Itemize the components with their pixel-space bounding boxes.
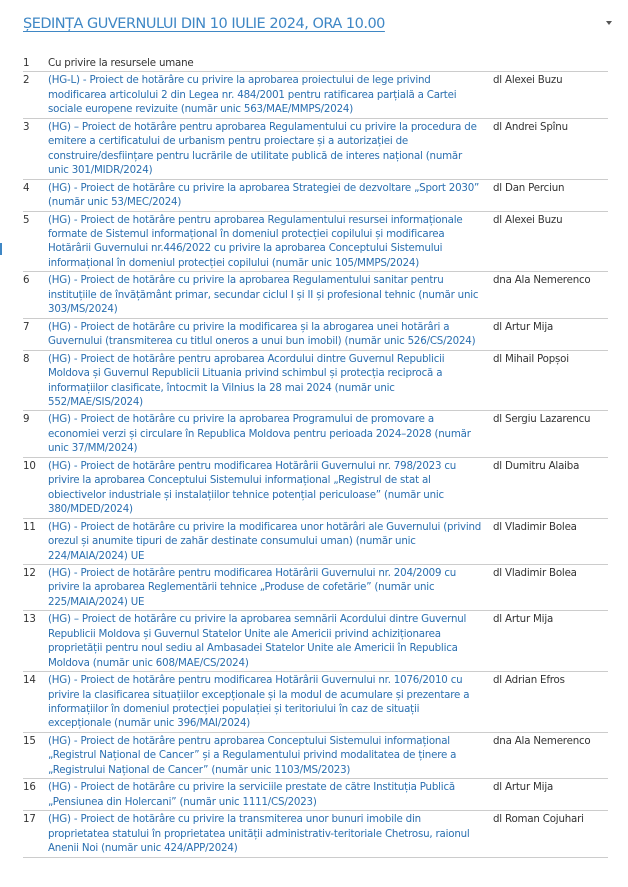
item-text: (HG) - Proiect de hotărâre pentru modificarea Hotărârii Guvernului nr. 798/2023 cu privire la aprobarea Conceptului Sistemului informațional „Registrul de stat al obiectivelor industriale și instalațiilor tehnice potențial periculoase” (număr unic 380/MDED/2024) xyxy=(48,459,457,516)
agenda-item xyxy=(23,565,608,611)
item-responsible: dl Artur Mija xyxy=(493,320,554,333)
item-responsible: dl Artur Mija xyxy=(493,613,554,626)
item-number: 7 xyxy=(23,320,30,333)
agenda-item xyxy=(23,458,608,519)
item-number: 12 xyxy=(23,566,36,579)
item-text: (HG) - Proiect de hotărâre cu privire la aprobarea Regulamentului sanitar pentru instituțiile de învățământ primar, secundar ciclul I și II și profesional tehnic (număr unic 303/MS/2024) xyxy=(48,274,479,316)
item-number: 2 xyxy=(23,74,30,87)
item-responsible: dl Andrei Spînu xyxy=(493,120,568,133)
agenda-item xyxy=(23,272,608,318)
item-responsible: dna Ala Nemerenco xyxy=(493,734,591,747)
item-text: (HG) - Proiect de hotărâre cu privire la modificarea unor hotărâri ale Guvernului (privind orezul și anumite tipuri de zahăr destinate consumului uman) (număr unic 224/MAIA/2024) UE xyxy=(48,520,482,562)
agenda-item xyxy=(23,319,608,351)
item-responsible: dl Dumitru Alaiba xyxy=(493,459,580,472)
item-responsible: dl Vladimir Bolea xyxy=(493,566,577,579)
agenda-item xyxy=(23,672,608,733)
item-number: 1 xyxy=(23,57,30,69)
item-responsible: dl Roman Cojuhari xyxy=(493,813,584,826)
item-number: 14 xyxy=(23,674,36,687)
agenda-item xyxy=(23,411,608,457)
item-responsible: dna Ala Nemerenco xyxy=(493,274,591,287)
item-responsible: dl Vladimir Bolea xyxy=(493,520,577,533)
item-number: 17 xyxy=(23,813,36,826)
agenda-item xyxy=(23,212,608,273)
item-responsible: dl Alexei Buzu xyxy=(493,213,563,226)
item-responsible: dl Artur Mija xyxy=(493,781,554,794)
item-text: (HG) - Proiect de hotărâre pentru aprobarea Regulamentului resursei informaționale formate de Sistemul informațional în domeniul protecției copilului și modificarea Hotărârii Guvernului nr.446/2022 cu privire la aprobarea Conceptului Sistemului informațional în domeniul protecției copilului (număr unic 105/MMPS/2024) xyxy=(48,213,463,269)
item-number: 3 xyxy=(23,120,30,133)
agenda-item xyxy=(23,119,608,180)
item-text: (HG) - Proiect de hotărâre cu privire la serviciile prestate de către Instituția Publică „Pensiunea din Holercani” (număr unic 1111/CS/2023) xyxy=(48,781,455,808)
item-text: (HG) - Proiect de hotărâre pentru modificarea Hotărârii Guvernului nr. 204/2009 cu privire la aprobarea Reglementării tehnice „Produse de cofetărie” (număr unic 225/MAIA/2024) UE xyxy=(48,566,457,608)
item-number: 16 xyxy=(23,781,36,794)
item-text: (HG) - Proiect de hotărâre pentru modificarea Hotărârii Guvernului nr. 1076/2010 cu privire la clasificarea situațiilor excepționale și la modul de acumulare și prezentare a informațiilor în domeniul protecției populației și teritoriului în caz de situații excepționale (număr unic 396/MAI/2024) xyxy=(48,674,470,730)
agenda-item xyxy=(23,55,608,72)
item-responsible: dl Mihail Popșoi xyxy=(493,352,569,365)
item-text: (HG) – Proiect de hotărâre cu privire la aprobarea semnării Acordului dintre Guvernul Republicii Moldova și Guvernul Statelor Unite ale Americii privind achiziționarea proprietății pentru noul sediu al Ambasadei Statelor Unite ale Americii în Republica Moldova (număr unic 608/MAE/CS/2024) xyxy=(48,613,467,669)
item-text: (HG) - Proiect de hotărâre cu privire la transmiterea unor bunuri imobile din proprietatea statului în proprietatea unității administrativ-teritoriale Chetrosu, raionul Anenii Noi (număr unic 424/APP/2024) xyxy=(48,813,470,855)
item-number: 6 xyxy=(23,274,30,287)
item-responsible: dl Adrian Efros xyxy=(493,674,565,687)
meeting-title-link[interactable]: ȘEDINȚA GUVERNULUI DIN 10 IULIE 2024, ORA 10.00 xyxy=(23,16,385,32)
item-responsible: dl Dan Perciun xyxy=(493,181,565,194)
meeting-header xyxy=(23,14,618,38)
item-number: 10 xyxy=(23,459,36,472)
agenda-list xyxy=(23,55,608,858)
item-text: Cu privire la resursele umane xyxy=(48,57,194,69)
item-number: 8 xyxy=(23,352,30,365)
item-number: 15 xyxy=(23,734,36,747)
chevron-down-icon[interactable] xyxy=(606,21,612,25)
agenda-item xyxy=(23,779,608,811)
item-text: (HG) - Proiect de hotărâre pentru aprobarea Conceptului Sistemului informațional „Registrul Național de Cancer” și a Regulamentului privind modalitatea de ținere a „Registrului Național de Cancer” (număr unic 1103/MS/2023) xyxy=(48,734,457,776)
agenda-item xyxy=(23,811,608,857)
side-marker xyxy=(0,243,2,255)
item-text: (HG) - Proiect de hotărâre cu privire la aprobarea Strategiei de dezvoltare „Sport 2030” (număr unic 53/MEC/2024) xyxy=(48,181,480,209)
agenda-item xyxy=(23,180,608,212)
agenda-item xyxy=(23,611,608,672)
item-responsible: dl Alexei Buzu xyxy=(493,74,563,87)
item-number: 5 xyxy=(23,213,30,226)
item-number: 9 xyxy=(23,413,30,426)
item-text: (HG) - Proiect de hotărâre cu privire la modificarea și la abrogarea unei hotărâri a Guvernului (transmiterea cu titlul oneros a unui bun imobil) (număr unic 526/CS/2024) xyxy=(48,320,476,348)
item-text: (HG) - Proiect de hotărâre pentru aprobarea Acordului dintre Guvernul Republicii Moldova și Guvernul Republicii Lituania privind schimbul și protecția reciprocă a informațiilor clasificate, întocmit la Vilnius la 28 mai 2024 (număr unic 552/MAE/SIS/2024) xyxy=(48,352,445,408)
item-text: (HG) - Proiect de hotărâre cu privire la aprobarea Programului de promovare a economiei verzi și circulare în Republica Moldova pentru perioada 2024–2028 (număr unic 37/MM/2024) xyxy=(48,413,471,455)
item-responsible: dl Sergiu Lazarencu xyxy=(493,413,591,426)
item-number: 4 xyxy=(23,181,30,194)
item-text: (HG-L) - Proiect de hotărâre cu privire la aprobarea proiectului de lege privind modificarea articolului 2 din Legea nr. 484/2001 pentru ratificarea parțială a Cartei sociale europene revizuite (număr unic 563/MAE/MMPS/2024) xyxy=(48,74,457,116)
agenda-item xyxy=(23,351,608,412)
agenda-item xyxy=(23,519,608,565)
agenda-item xyxy=(23,72,608,118)
item-text: (HG) – Proiect de hotărâre pentru aprobarea Regulamentului cu privire la procedura de emitere a certificatului de urbanism pentru proiectare și a autorizației de construire/desființare pentru lucrările de utilitate publică de interes național (număr unic 301/MIDR/2024) xyxy=(48,120,477,177)
agenda-item xyxy=(23,733,608,779)
item-number: 11 xyxy=(23,520,36,533)
item-number: 13 xyxy=(23,613,36,626)
